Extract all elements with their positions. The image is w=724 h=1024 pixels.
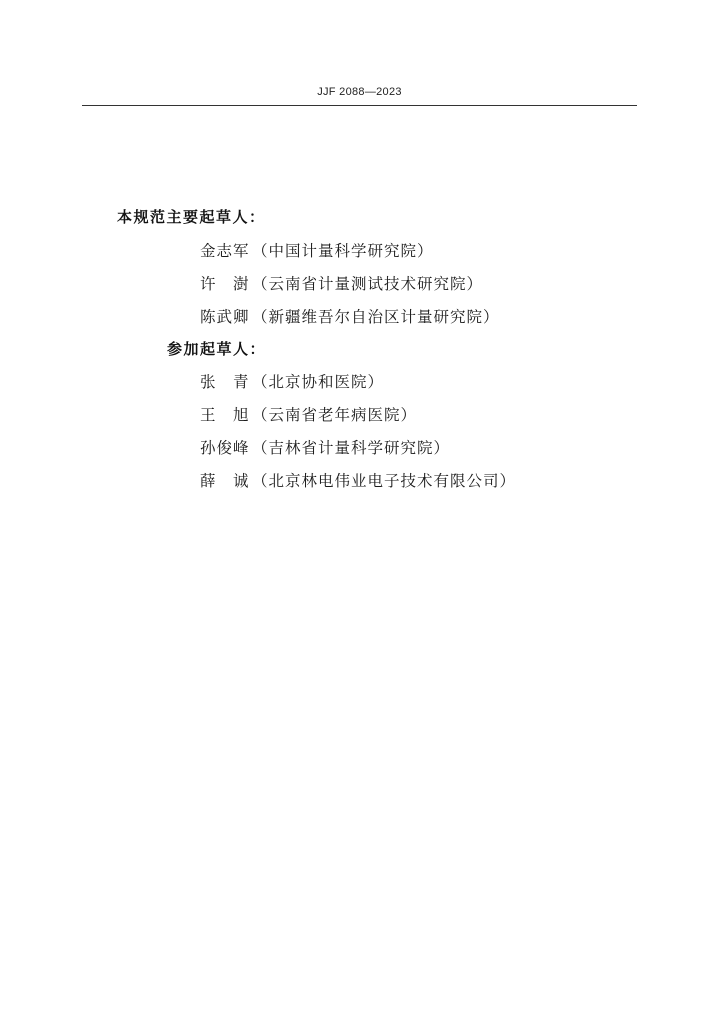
drafter-organization: （新疆维吾尔自治区计量研究院）	[252, 308, 500, 326]
drafter-name: 张 青	[200, 373, 250, 391]
participating-drafters-title: 参加起草人：	[167, 340, 267, 358]
header-divider	[82, 105, 637, 106]
drafter-name: 许 澍	[200, 275, 250, 293]
document-code-header: JJF 2088—2023	[317, 86, 402, 98]
main-drafters-title: 本规范主要起草人：	[117, 208, 266, 226]
drafter-organization: （中国计量科学研究院）	[252, 242, 434, 260]
drafter-name: 孙俊峰	[200, 439, 250, 457]
participating-drafter-row	[200, 370, 384, 392]
drafter-name: 金志军	[200, 242, 250, 260]
drafter-name: 陈武卿	[200, 308, 250, 326]
main-drafter-row	[200, 272, 483, 294]
drafter-organization: （北京协和医院）	[252, 373, 385, 391]
participating-drafter-row	[200, 436, 450, 458]
main-drafter-row	[200, 239, 434, 261]
drafter-name: 王 旭	[200, 406, 250, 424]
drafter-organization: （吉林省计量科学研究院）	[252, 439, 451, 457]
participating-drafter-row	[200, 403, 417, 425]
drafter-organization: （云南省老年病医院）	[252, 406, 418, 424]
drafter-organization: （北京林电伟业电子技术有限公司）	[252, 472, 517, 490]
main-drafter-row	[200, 305, 500, 327]
drafter-name: 薛 诚	[200, 472, 250, 490]
participating-drafter-row	[200, 469, 516, 491]
drafter-organization: （云南省计量测试技术研究院）	[252, 275, 484, 293]
